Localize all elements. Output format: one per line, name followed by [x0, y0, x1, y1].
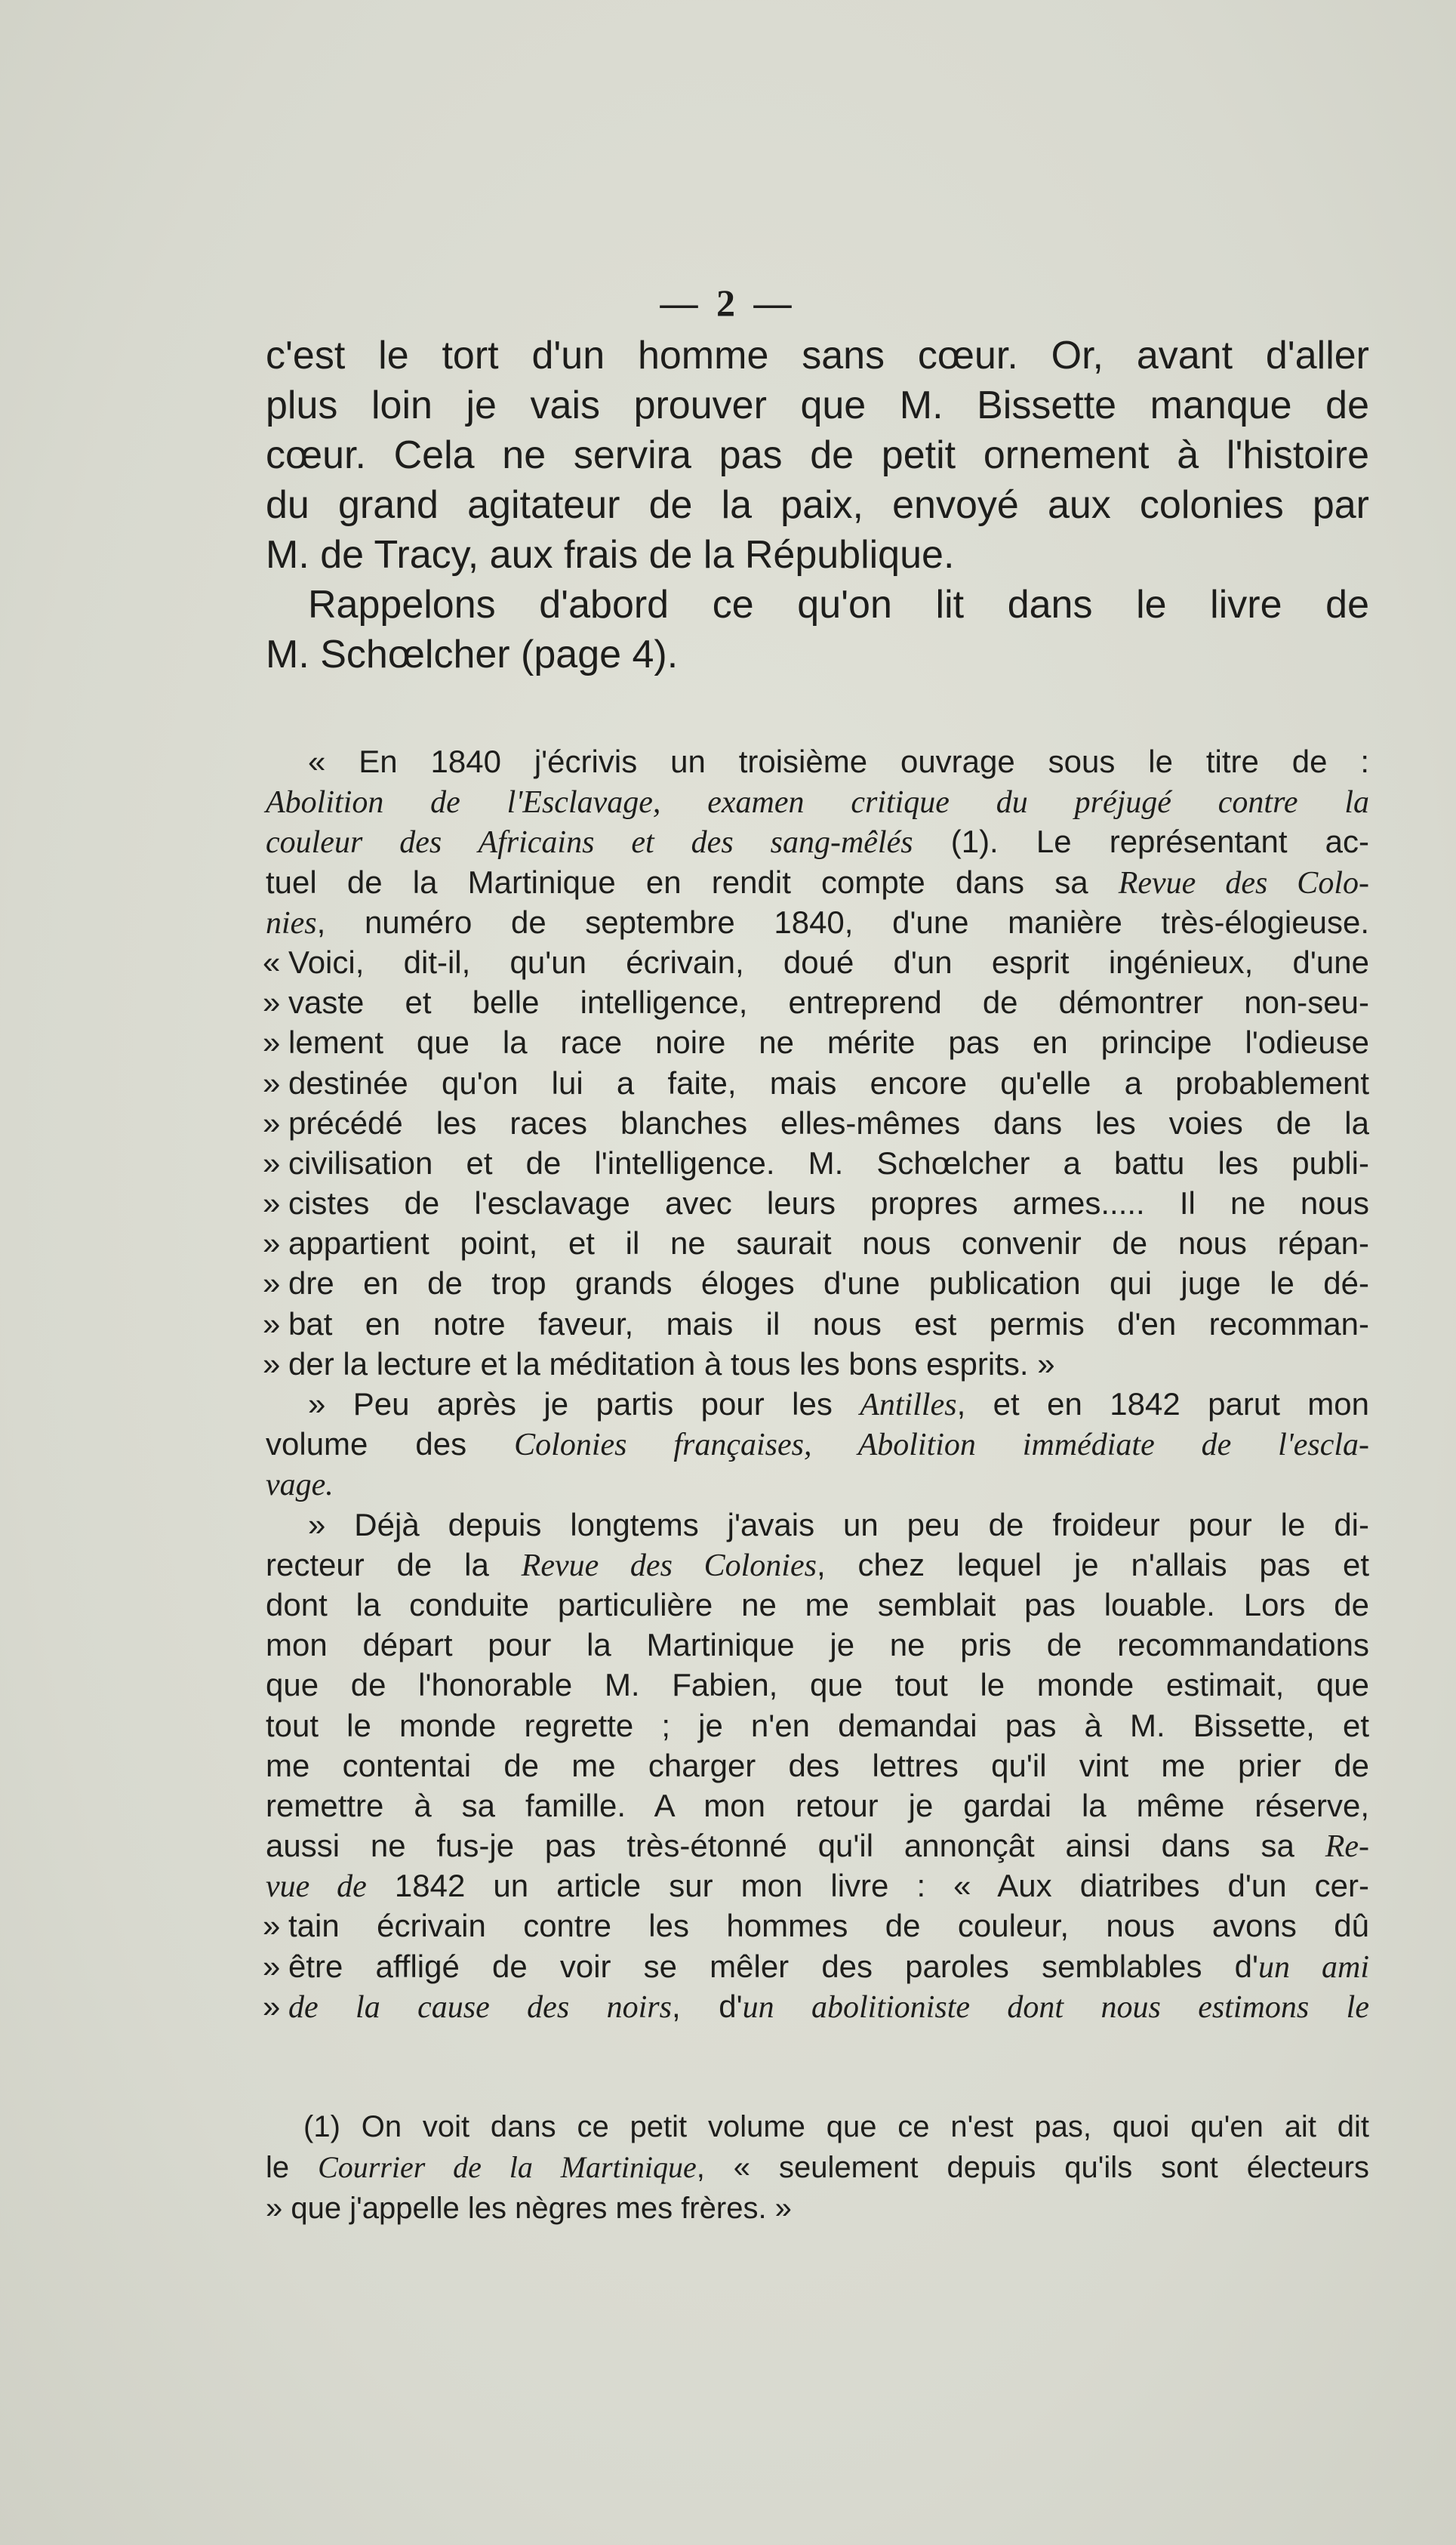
- quote-line: [266, 1745, 1369, 1786]
- quote-line: [263, 1103, 1369, 1143]
- main-line: c'est le tort d'un homme sans cœur. Or, avant d'aller: [266, 334, 1369, 377]
- quote-line: [266, 1625, 1369, 1665]
- italic-run: Courrier de la Martinique: [318, 2150, 697, 2184]
- quote-line: [266, 1786, 1369, 1826]
- italic-run: vue de: [266, 1869, 367, 1905]
- quote-mark: »: [263, 1908, 281, 1944]
- italic-run: Abolition de l'Esclavage, examen critique du préjugé contre la: [266, 785, 1369, 821]
- quote-line: [266, 781, 1369, 821]
- quote-mark: »: [263, 1988, 281, 2024]
- text-run: cistes de l'esclavage avec leurs propres armes..... Il ne nous: [288, 1185, 1369, 1222]
- quotation-block: [263, 741, 1370, 2026]
- text-run: que de l'honorable M. Fabien, que tout le monde estimait, que: [266, 1667, 1369, 1703]
- text-run: dre en de trop grands éloges d'une publication qui juge le dé-: [288, 1265, 1369, 1302]
- quote-line: [266, 1545, 1369, 1585]
- text-run: civilisation et de l'intelligence. M. Schœlcher a battu les publi-: [288, 1145, 1369, 1181]
- main-line: du grand agitateur de la paix, envoyé aux colonies par: [266, 483, 1369, 527]
- quote-line: [266, 1866, 1369, 1906]
- italic-run: couleur des Africains et des sang-mêlés: [266, 825, 913, 861]
- text-run: tout le monde regrette ; je n'en demandai pas à M. Bissette, et: [266, 1707, 1369, 1743]
- footnote-block: [266, 2106, 1369, 2229]
- italic-run: un ami: [1258, 1949, 1370, 1985]
- text-run: (1). Le représentant ac-: [913, 824, 1369, 860]
- text-run: destinée qu'on lui a faite, mais encore qu'elle a probablement: [288, 1065, 1369, 1101]
- text-run: me contentai de me charger des lettres qu'il vint me prier de: [266, 1747, 1369, 1783]
- quote-line: [263, 1143, 1369, 1183]
- quote-line: [263, 1986, 1369, 2026]
- text-run: , d': [671, 1988, 743, 2024]
- text-run: , chez lequel je n'allais pas et: [816, 1546, 1370, 1582]
- text-run: 1842 un article sur mon livre : « Aux diatribes d'un cer-: [366, 1868, 1369, 1904]
- quote-line: [266, 1705, 1369, 1745]
- quote-line: [266, 1464, 1369, 1504]
- quote-mark: »: [263, 1105, 281, 1141]
- quote-mark: »: [263, 1185, 281, 1222]
- quote-line: [263, 1063, 1369, 1103]
- page-number: — 2 —: [660, 282, 796, 324]
- quote-mark: »: [263, 1024, 281, 1061]
- text-run: (1) On voit dans ce petit volume que ce n'est pas, quoi qu'en ait dit: [303, 2110, 1369, 2143]
- text-run: tuel de la Martinique en rendit compte dans sa: [266, 864, 1119, 900]
- italic-run: Revue des Colo-: [1118, 865, 1369, 901]
- quote-line: [263, 1344, 1369, 1384]
- quote-line: [266, 1665, 1369, 1705]
- quote-line: [266, 1424, 1369, 1464]
- italic-run: Colonies françaises, Abolition immédiate de l'escla-: [514, 1428, 1370, 1463]
- main-line: plus loin je vais prouver que M. Bissette manque de: [266, 384, 1369, 427]
- quote-mark: »: [263, 1948, 281, 1984]
- text-run: mon départ pour la Martinique je ne pris de recommandations: [266, 1627, 1369, 1663]
- italic-run: Revue des Colonies: [521, 1548, 817, 1583]
- text-run: , et en 1842 parut mon: [956, 1386, 1369, 1422]
- quote-line: [263, 1183, 1369, 1223]
- quote-line: [263, 1946, 1370, 1986]
- quote-mark: »: [263, 1065, 281, 1101]
- quote-mark: »: [263, 1145, 281, 1181]
- text-run: der la lecture et la méditation à tous les bons esprits. »: [288, 1345, 1055, 1382]
- quote-mark: »: [263, 984, 281, 1021]
- italic-run: nies: [266, 905, 317, 941]
- quote-line: [266, 1585, 1369, 1625]
- italic-run: de la cause des noirs: [288, 1989, 672, 2025]
- text-run: lement que la race noire ne mérite pas en principe l'odieuse: [288, 1024, 1369, 1061]
- text-run: le: [266, 2151, 319, 2184]
- italic-run: un abolitioniste dont nous estimons le: [742, 1989, 1369, 2025]
- italic-run: Re-: [1325, 1829, 1369, 1865]
- quote-mark: »: [263, 1265, 281, 1302]
- text-run: , numéro de septembre 1840, d'une manière très-élogieuse.: [316, 904, 1369, 940]
- quote-line: [263, 1022, 1369, 1062]
- text-run: » Déjà depuis longtems j'avais un peu de froideur pour le di-: [308, 1506, 1369, 1542]
- quote-line: [266, 1505, 1369, 1545]
- quote-mark: »: [263, 1305, 281, 1342]
- text-run: appartient point, et il ne saurait nous convenir de nous répan-: [288, 1225, 1369, 1262]
- quote-line: [266, 1826, 1369, 1866]
- text-run: , « seulement depuis qu'ils sont électeurs: [696, 2151, 1370, 2184]
- italic-run: vage.: [266, 1468, 334, 1503]
- quote-line: [263, 942, 1369, 982]
- text-run: remettre à sa famille. A mon retour je gardai la même réserve,: [266, 1787, 1369, 1823]
- text-run: vaste et belle intelligence, entreprend de démontrer non-seu-: [288, 984, 1369, 1021]
- main-line: cœur. Cela ne servira pas de petit ornement à l'histoire: [266, 433, 1369, 477]
- text-run: bat en notre faveur, mais il nous est permis d'en recomman-: [288, 1305, 1369, 1342]
- quote-line: [266, 902, 1369, 942]
- text-run: être affligé de voir se mêler des paroles semblables d': [288, 1948, 1259, 1984]
- quote-line: [266, 741, 1369, 781]
- text-run: dont la conduite particulière ne me semblait pas louable. Lors de: [266, 1586, 1369, 1622]
- footnote-line: [266, 2147, 1369, 2188]
- quote-line: [263, 1906, 1369, 1946]
- quote-line: [266, 862, 1369, 902]
- text-run: précédé les races blanches elles-mêmes dans les voies de la: [288, 1105, 1369, 1141]
- footnote-line: [266, 2188, 1369, 2229]
- text-run: recteur de la: [266, 1546, 522, 1582]
- quote-line: [263, 982, 1369, 1022]
- quote-line: [263, 1223, 1369, 1263]
- quote-line: [263, 1304, 1369, 1344]
- text-run: » que j'appelle les nègres mes frères. »: [266, 2192, 792, 2225]
- quote-mark: »: [263, 1225, 281, 1262]
- main-line: Rappelons d'abord ce qu'on lit dans le livre de: [308, 583, 1369, 627]
- quote-mark: »: [263, 1345, 281, 1382]
- main-text-block: [266, 331, 1369, 679]
- quote-line: [266, 1384, 1369, 1424]
- text-run: Voici, dit-il, qu'un écrivain, doué d'un esprit ingénieux, d'une: [288, 944, 1369, 980]
- text-run: tain écrivain contre les hommes de couleur, nous avons dû: [288, 1908, 1369, 1944]
- main-line: M. Schœlcher (page 4).: [266, 633, 679, 676]
- italic-run: Antilles: [860, 1388, 957, 1422]
- text-run: » Peu après je partis pour les: [308, 1386, 860, 1422]
- text-run: aussi ne fus-je pas très-étonné qu'il annonçât ainsi dans sa: [266, 1828, 1325, 1864]
- quote-line: [263, 1263, 1369, 1303]
- text-run: « En 1840 j'écrivis un troisième ouvrage sous le titre de :: [308, 744, 1369, 779]
- footnote-line: [266, 2106, 1369, 2147]
- main-line: M. de Tracy, aux frais de la République.: [266, 533, 955, 577]
- quote-mark: «: [263, 944, 281, 980]
- text-run: volume des: [266, 1426, 515, 1462]
- quote-line: [266, 821, 1369, 861]
